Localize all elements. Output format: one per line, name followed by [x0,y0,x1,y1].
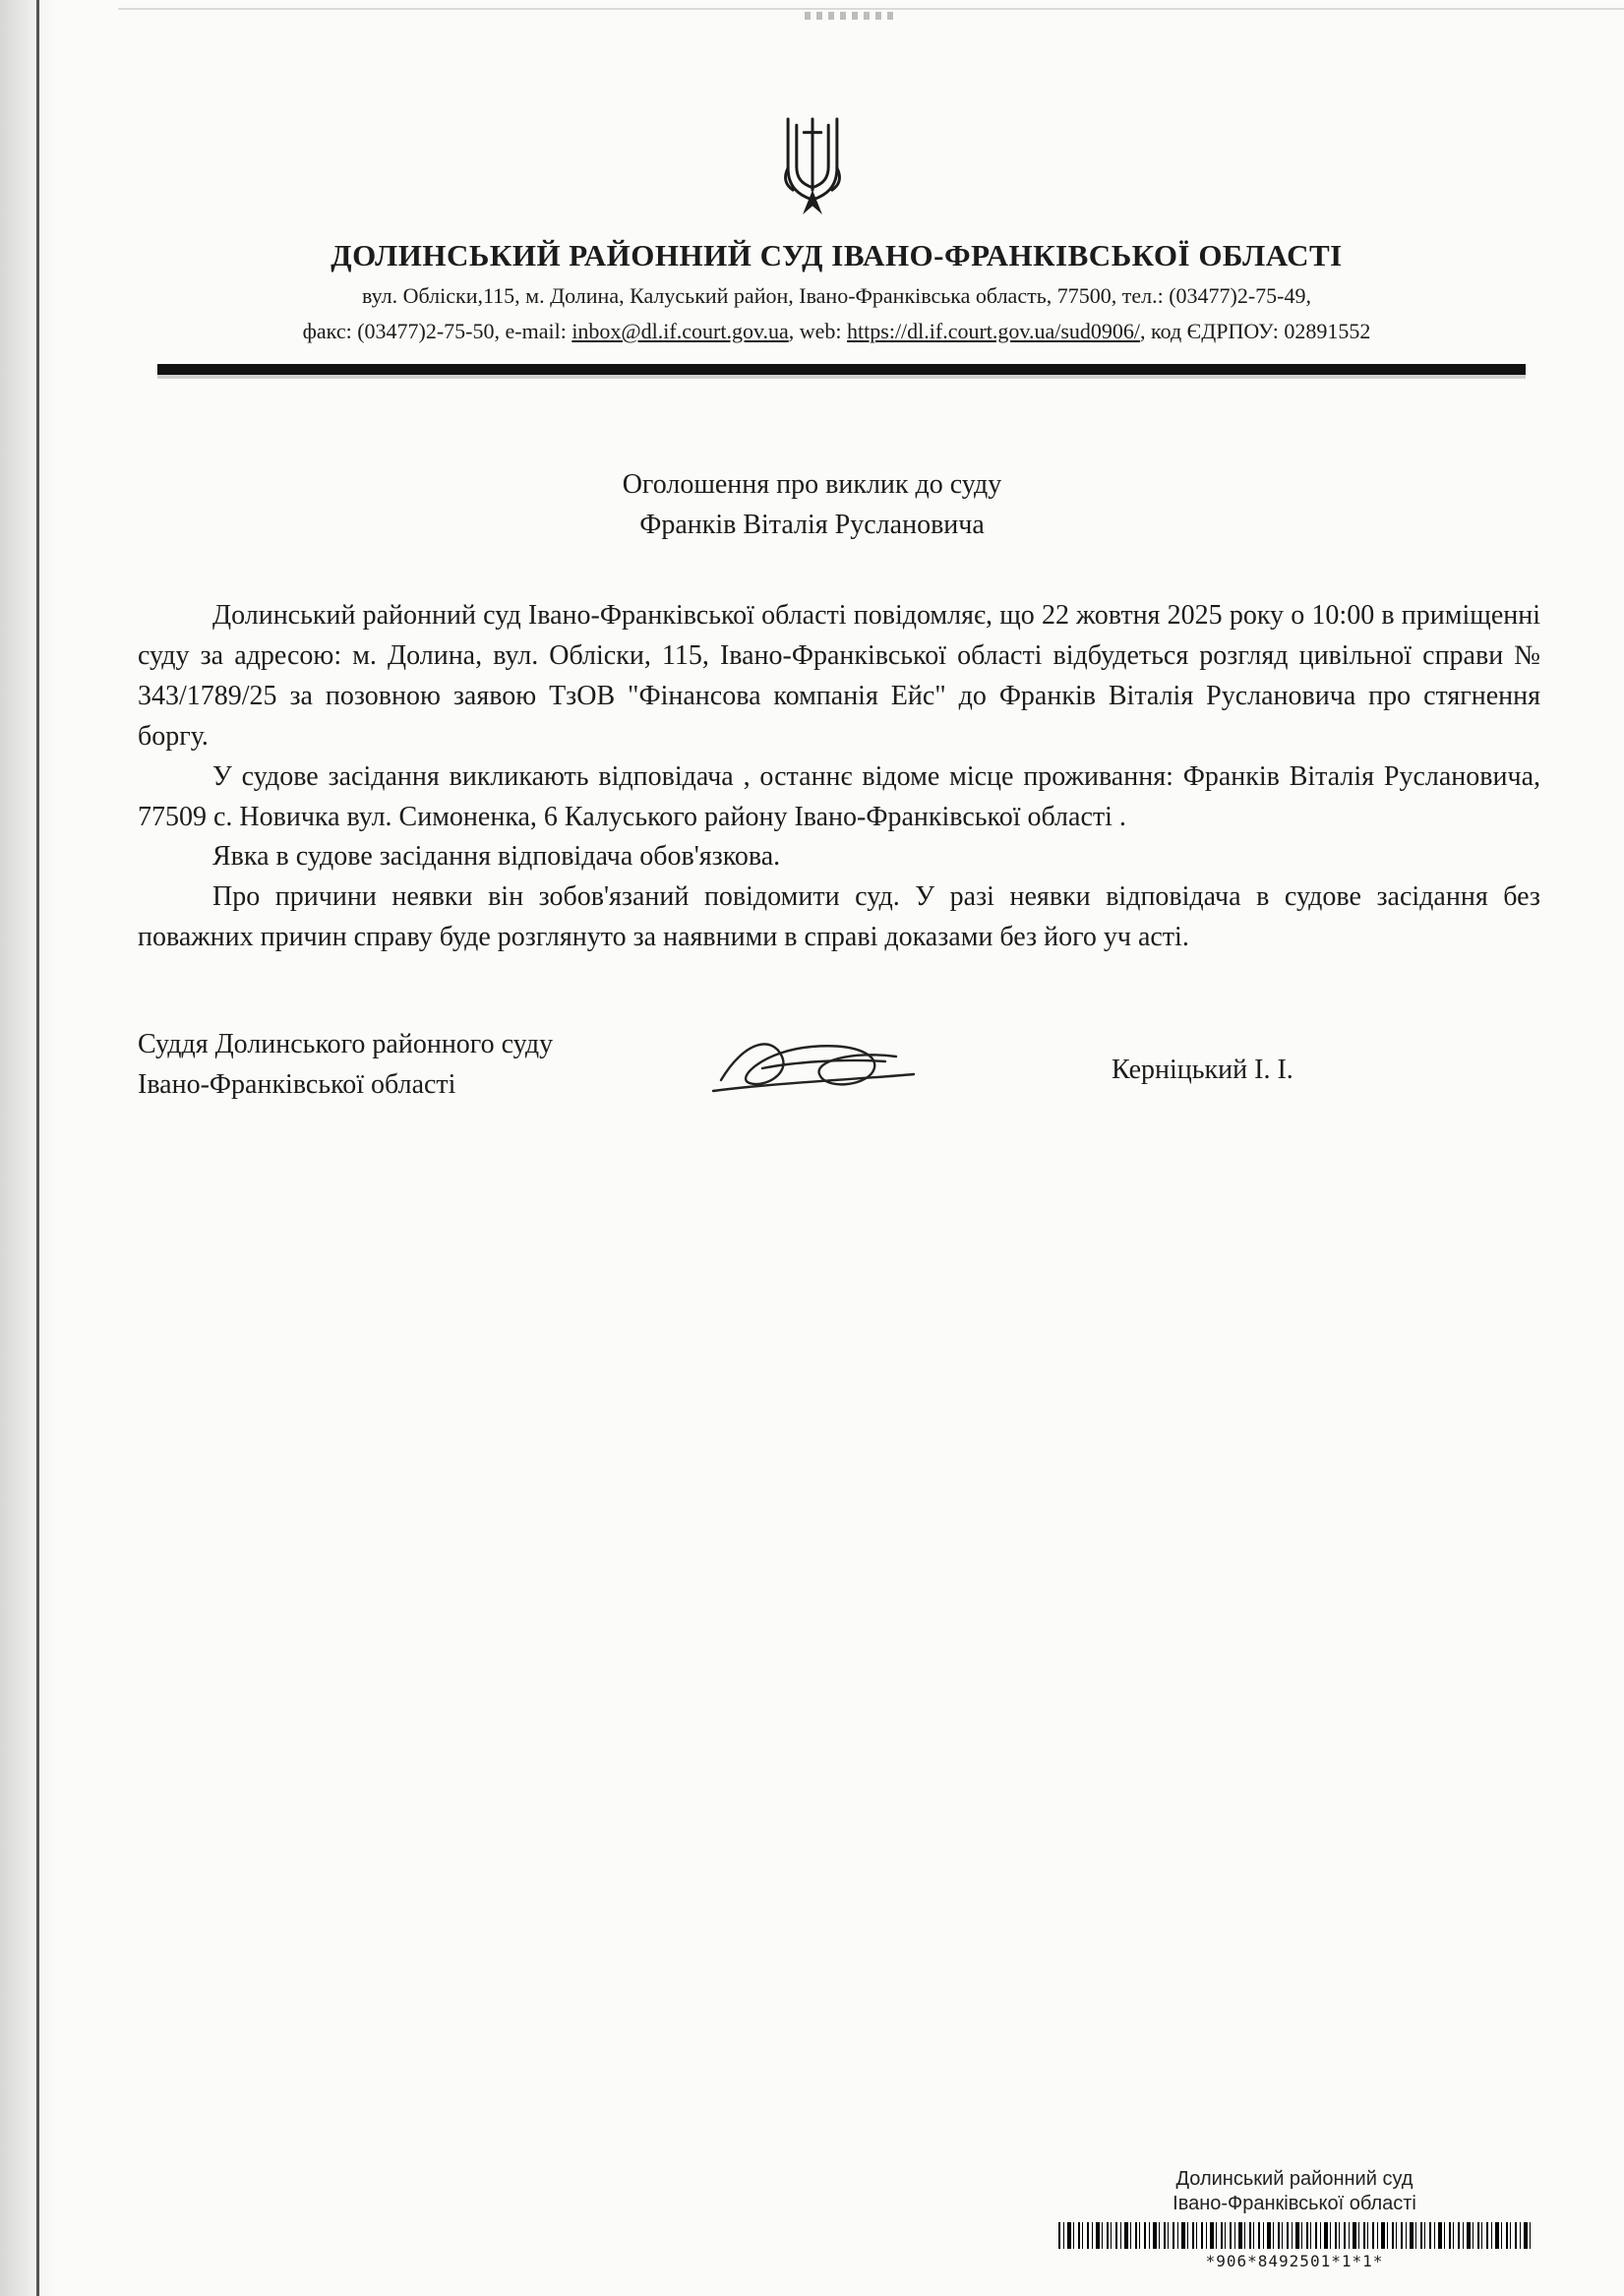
court-address-line2 [138,319,1535,344]
footer-court-line2: Івано-Франківської області [1173,2193,1416,2214]
scan-top-smudge [805,12,893,20]
scan-top-line [118,8,1624,10]
paragraph: Про причини неявки він зобов'язаний повідомити суд. У разі неявки відповідача в судове засідання без поважних причин справу буде розглянуто за наявними в справі доказами без його уч асті. [138,881,1540,953]
paragraph: Долинський районний суд Івано-Франківської області повідомляє, що 22 жовтня 2025 року о 10:00 в приміщенні суду за адресою: м. Долина, вул. Обліски, 115, Івано-Франківської області відбудеться розгляд цивільної справи № 343/1789/25 за позовною заявою ТзОВ "Фінансова компанія Ейс" до Франків Віталія Руслановича про стягнення боргу. [138,600,1540,752]
footer-court-line1: Долинський районний суд [1175,2168,1413,2190]
email-address: inbox@dl.if.court.gov.ua [571,319,789,343]
judge-name: Керніцький І. І. [1112,1055,1293,1086]
barcode [1058,2222,1531,2249]
scan-edge-line [36,0,39,2296]
announcement-title [0,465,1624,545]
fax-label: факс: (03477)2-75-50, e-mail: [302,319,572,343]
paragraph: Явка в судове засідання відповідача обов'язкова. [212,841,781,873]
judge-role-line2: Івано-Франківської області [138,1068,456,1100]
letterhead [0,0,1624,375]
footer-stamp [1058,2167,1531,2270]
paragraph: У судове засідання викликають відповідача , останнє відоме місце проживання: Франків Віталія Руслановича, 77509 с. Новичка вул. Симоненка, 6 Калуського району Івано-Франківської області . [138,760,1540,832]
announcement-title-line1: Оголошення про виклик до суду [622,469,1002,500]
web-label: , web: [788,319,848,343]
announcement-body [138,596,1540,958]
barcode-text: *906*8492501*1*1* [1205,2252,1384,2270]
ukraine-trident-emblem-icon [775,114,850,224]
web-address: https://dl.if.court.gov.ua/sud0906/ [847,319,1141,343]
judge-role-line1: Суддя Долинського районного суду [138,1029,554,1060]
scan-edge-shade [0,0,57,2296]
announcement-title-line2: Франків Віталія Руслановича [639,509,985,540]
judge-role [138,1025,649,1105]
handwritten-signature-icon [649,1029,984,1100]
court-name: ДОЛИНСЬКИЙ РАЙОННИЙ СУД ІВАНО-ФРАНКІВСЬКОЇ ОБЛАСТІ [331,238,1343,272]
signature-block [138,1025,1540,1105]
edrpou-code: , код ЄДРПОУ: 02891552 [1140,319,1371,343]
court-address-line1: вул. Обліски,115, м. Долина, Калуський район, Івано-Франківська область, 77500, тел.: (03477)2-75-49, [361,283,1312,308]
letterhead-divider [157,364,1526,375]
